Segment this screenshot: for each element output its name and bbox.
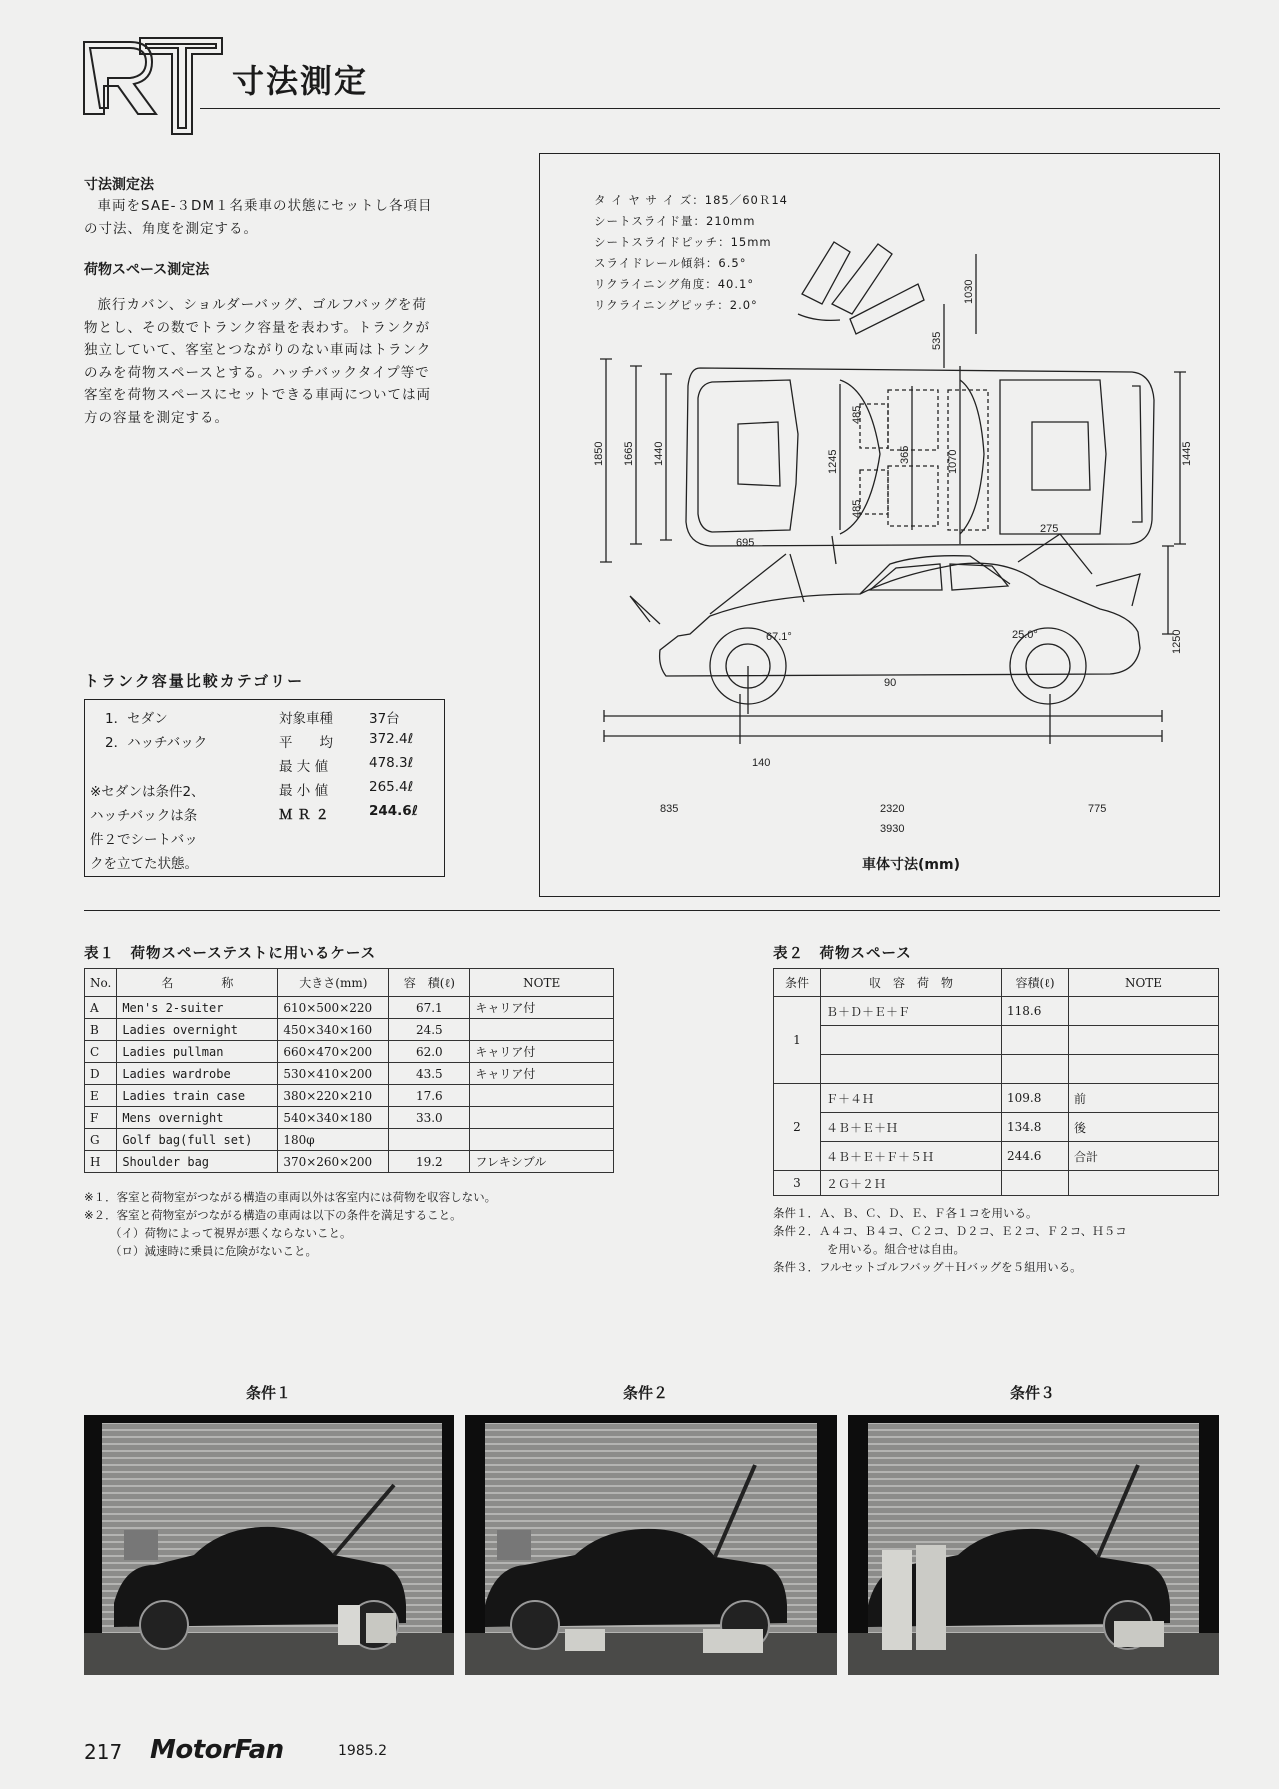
- table-row: G Golf bag(full set) 180φ: [85, 1129, 614, 1151]
- table-row: 2 Ｆ＋４Ｈ 109.8 前: [774, 1084, 1219, 1113]
- note-line: （ロ）減速時に乗員に危険がないこと。: [110, 1244, 317, 1258]
- cargo-space-table: [773, 968, 1219, 1196]
- category-note: ハッチバックは条: [90, 808, 198, 824]
- dim-label: 365: [899, 445, 911, 464]
- table-row: 3 ２Ｇ＋２Ｈ: [774, 1171, 1219, 1196]
- stat-label: 最 小 値: [279, 783, 329, 799]
- dim-label: 695: [736, 537, 755, 549]
- table-row: ４Ｂ＋Ｅ＋Ｆ＋５Ｈ 244.6 合計: [774, 1142, 1219, 1171]
- dim-label: 1850: [593, 441, 605, 466]
- figure-caption: 車体寸法(mm): [862, 857, 960, 873]
- car-top-view: [686, 368, 1154, 546]
- dim-label: 3930: [880, 823, 905, 835]
- col-header: 容 積(ℓ): [389, 969, 470, 997]
- note-line: ※２．客室と荷物室がつながる構造の車両は以下の条件を満足すること。: [84, 1208, 462, 1222]
- dim-label: 1445: [1181, 441, 1193, 466]
- rt-logo: [80, 30, 230, 145]
- stat-label: Ｍ Ｒ ２: [279, 807, 329, 823]
- dim-label: 1665: [623, 441, 635, 466]
- table2-title: 表２ 荷物スペース: [773, 946, 912, 962]
- car-drawing: [540, 154, 1219, 896]
- cargo-method-text: 旅行カバン、ショルダーバッグ、ゴルフバッグを荷物とし、その数でトランク容量を表わす。トランクが独立していて、客室とつながりのない車両はトランクのみを荷物スペースとする。ハッチバックタイプ等で客室を荷物スペースにセットできる車両については両方の容量を測定する。: [84, 297, 432, 426]
- spec-line: シートスライドピッチ：15mm: [594, 235, 772, 249]
- table-row: D Ladies wardrobe 530×410×200 43.5 キャリア付: [85, 1063, 614, 1085]
- cargo-method-heading: 荷物スペース測定法: [84, 262, 210, 278]
- dim-label: 1030: [963, 279, 975, 304]
- table-row: 1 Ｂ＋Ｄ＋Ｅ＋Ｆ 118.6: [774, 997, 1219, 1026]
- table2-wrapper: [773, 968, 1219, 1196]
- table-row: A Men's 2-suiter 610×500×220 67.1 キャリア付: [85, 997, 614, 1019]
- stat-label: 最 大 値: [279, 759, 329, 775]
- spec-line: タ イ ヤ サ イ ズ：185／60Ｒ14: [594, 193, 788, 207]
- dim-label: 275: [1040, 523, 1059, 535]
- table-row: E Ladies train case 380×220×210 17.6: [85, 1085, 614, 1107]
- stat-value: 478.3ℓ: [369, 755, 414, 771]
- col-header: No.: [85, 969, 117, 997]
- col-header: 収 容 荷 物: [821, 969, 1002, 997]
- spec-line: リクライニングピッチ：2.0°: [594, 298, 758, 312]
- measure-method-heading: 寸法測定法: [84, 177, 154, 193]
- col-header: 条件: [774, 969, 821, 997]
- col-header: NOTE: [470, 969, 614, 997]
- category-note: クを立てた状態。: [90, 856, 198, 872]
- dim-label: 1245: [827, 449, 839, 474]
- stat-value: 37台: [369, 711, 400, 727]
- photo-label: 条件１: [246, 1384, 292, 1402]
- photo-condition-3: [848, 1415, 1219, 1675]
- dim-label: 2320: [880, 803, 905, 815]
- table-row: C Ladies pullman 660×470×200 62.0 キャリア付: [85, 1041, 614, 1063]
- note-line: を用いる。組合せは自由。: [827, 1242, 965, 1256]
- col-header: 名 称: [117, 969, 278, 997]
- col-header: 容積(ℓ): [1002, 969, 1069, 997]
- note-line: 条件２．Ａ４コ、Ｂ４コ、Ｃ２コ、Ｄ２コ、Ｅ２コ、Ｆ２コ、Ｈ５コ: [773, 1224, 1127, 1238]
- note-line: 条件３．フルセットゴルフバッグ＋Ｈバッグを５組用いる。: [773, 1260, 1082, 1274]
- header-divider: [200, 108, 1220, 109]
- photo-condition-2: [465, 1415, 837, 1675]
- dim-label: 140: [752, 757, 771, 769]
- note-line: 条件１．Ａ、Ｂ、Ｃ、Ｄ、Ｅ、Ｆ各１コを用いる。: [773, 1206, 1038, 1220]
- dim-label: 1250: [1171, 629, 1183, 654]
- table-row: [774, 1026, 1219, 1055]
- dim-label: 775: [1088, 803, 1107, 815]
- dim-label: 485: [851, 499, 863, 518]
- table1-title: 表１ 荷物スペーステストに用いるケース: [84, 946, 377, 962]
- table-row: F Mens overnight 540×340×180 33.0: [85, 1107, 614, 1129]
- section-divider: [84, 910, 1220, 911]
- stat-value: 265.4ℓ: [369, 779, 414, 795]
- category-note: 件２でシートバッ: [90, 832, 198, 848]
- table1-notes: [84, 1188, 496, 1260]
- dimension-figure: [539, 153, 1220, 897]
- stat-value: 244.6ℓ: [369, 803, 419, 819]
- category-note: ※セダンは条件2、: [90, 784, 205, 800]
- dim-label: 1440: [653, 441, 665, 466]
- luggage-cases-table: [84, 968, 614, 1173]
- spec-line: スライドレール傾斜：6.5°: [594, 256, 747, 270]
- table2-notes: [773, 1204, 1127, 1276]
- magazine-brand: MotorFan: [150, 1735, 284, 1765]
- table-row: B Ladies overnight 450×340×160 24.5: [85, 1019, 614, 1041]
- table-header-row: [774, 969, 1219, 997]
- photo-condition-1: [84, 1415, 454, 1675]
- photo-label: 条件２: [623, 1384, 669, 1402]
- table1-wrapper: [84, 968, 614, 1173]
- category-box: [84, 699, 445, 877]
- table-row: H Shoulder bag 370×260×200 19.2 フレキシブル: [85, 1151, 614, 1173]
- category-item: 1．セダン: [105, 711, 168, 727]
- table-row: ４Ｂ＋Ｅ＋Ｈ 134.8 後: [774, 1113, 1219, 1142]
- measure-method-text: 車両をSAE-３DM１名乗車の状態にセットし各項目の寸法、角度を測定する。: [84, 198, 433, 237]
- dim-label: 485: [851, 405, 863, 424]
- spec-line: シートスライド量：210mm: [594, 214, 756, 228]
- dim-label: 835: [660, 803, 679, 815]
- category-item: 2．ハッチバック: [105, 735, 208, 751]
- svg-text:RT: RT: [80, 30, 82, 31]
- dim-label: 67.1°: [766, 631, 792, 643]
- dim-label: 1070: [947, 449, 959, 474]
- note-line: ※１．客室と荷物室がつながる構造の車両以外は客室内には荷物を収容しない。: [84, 1190, 497, 1204]
- page-number: 217: [84, 1740, 123, 1764]
- stat-label: 対象車種: [279, 711, 333, 727]
- spec-line: リクライニング角度：40.1°: [594, 277, 755, 291]
- page-title: 寸法測定: [232, 62, 369, 100]
- col-header: NOTE: [1069, 969, 1219, 997]
- note-line: （イ）荷物によって視界が悪くならないこと。: [110, 1226, 352, 1240]
- stat-label: 平 均: [279, 735, 333, 751]
- car-side-view: [660, 563, 1140, 676]
- dim-label: 90: [884, 677, 897, 689]
- issue-date: 1985.2: [338, 1743, 387, 1759]
- stat-value: 372.4ℓ: [369, 731, 414, 747]
- table-header-row: [85, 969, 614, 997]
- dim-label: 25.0°: [1012, 629, 1038, 641]
- table-row: [774, 1055, 1219, 1084]
- col-header: 大きさ(mm): [278, 969, 389, 997]
- photo-label: 条件３: [1010, 1384, 1056, 1402]
- dim-label: 535: [931, 331, 943, 350]
- category-heading: トランク容量比較カテゴリー: [84, 672, 305, 690]
